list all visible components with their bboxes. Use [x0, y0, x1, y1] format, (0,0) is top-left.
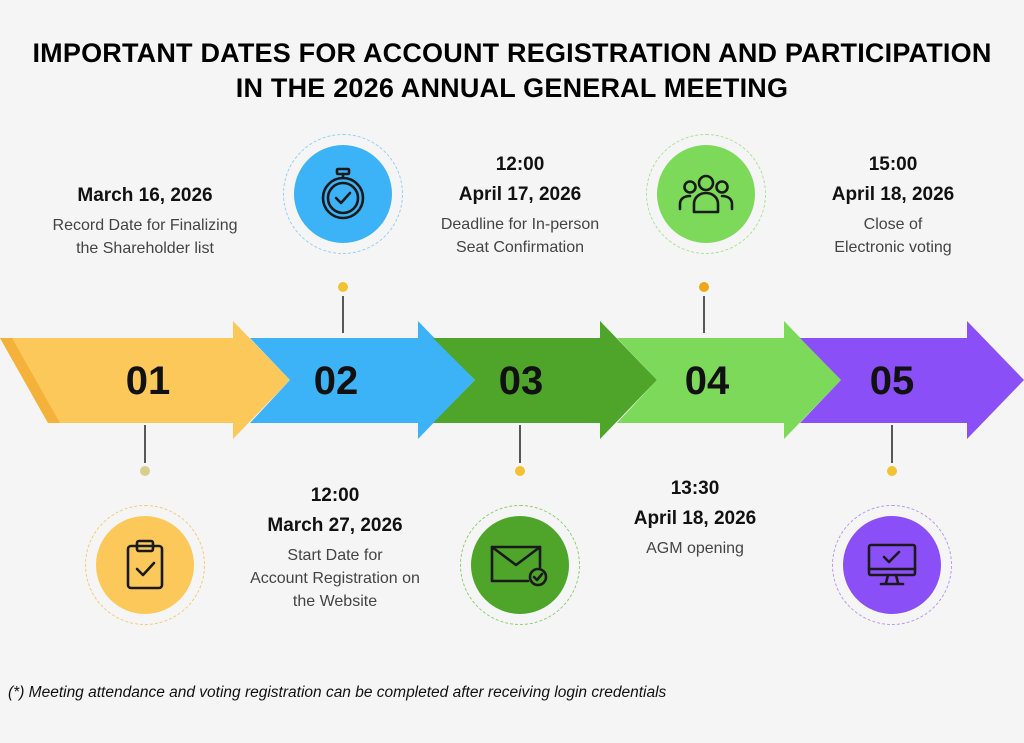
- step-01-date: March 16, 2026: [77, 185, 213, 206]
- step-number-02: 02: [313, 359, 359, 403]
- step-05-description-line-1: Close of: [863, 216, 923, 233]
- step-04-text: [575, 474, 815, 560]
- step-03-description-line-1: Deadline for In-person: [440, 216, 600, 233]
- step-05-description-line-2: Electronic voting: [834, 239, 952, 256]
- step-04-icon-ring: [646, 134, 766, 254]
- step-number-03: 03: [498, 359, 544, 403]
- step-05-description: [773, 213, 1013, 259]
- connector-dot-5: [887, 466, 897, 476]
- step-01-description-line-2: the Shareholder list: [76, 240, 214, 257]
- step-01-text: [25, 181, 265, 260]
- stopwatch-icon: [317, 166, 369, 222]
- step-03-icon-circle: [471, 516, 569, 614]
- step-01-icon-circle: [96, 516, 194, 614]
- step-03-description-line-2: Seat Confirmation: [455, 239, 585, 256]
- step-05-text: [773, 150, 1013, 259]
- step-number-04: 04: [684, 359, 730, 403]
- step-number-05: 05: [869, 359, 915, 403]
- step-02-time: 12:00: [310, 485, 360, 506]
- step-04-description: [575, 537, 815, 560]
- step-01-description: [25, 214, 265, 260]
- step-01-icon-ring: [85, 505, 205, 625]
- step-02-description-line-3: the Website: [292, 593, 378, 610]
- envelope-check-icon: [488, 543, 552, 587]
- step-05-icon-ring: [832, 505, 952, 625]
- clipboard-check-icon: [122, 537, 168, 593]
- step-04-icon-circle: [657, 145, 755, 243]
- step-01-description-line-1: Record Date for Finalizing: [52, 217, 238, 234]
- step-02-text: [215, 481, 455, 613]
- step-03-icon-ring: [460, 505, 580, 625]
- monitor-check-icon: [866, 541, 918, 589]
- step-05-icon-circle: [843, 516, 941, 614]
- step-04-time: 13:30: [670, 478, 720, 499]
- step-number-01: 01: [125, 359, 171, 403]
- step-05-date: April 18, 2026: [831, 184, 955, 205]
- step-02-date: March 27, 2026: [267, 515, 403, 536]
- step-05-time: 15:00: [868, 154, 918, 175]
- step-04-description-line-1: AGM opening: [646, 540, 744, 557]
- step-03-date: April 17, 2026: [458, 184, 582, 205]
- step-03-description: [400, 213, 640, 259]
- title-line-2: IN THE 2026 ANNUAL GENERAL MEETING: [235, 73, 789, 103]
- step-02-icon-circle: [294, 145, 392, 243]
- connector-dot-2: [338, 282, 348, 292]
- connector-dot-3: [515, 466, 525, 476]
- step-02-description-line-2: Account Registration on: [250, 570, 420, 587]
- title-line-1: IMPORTANT DATES FOR ACCOUNT REGISTRATION AND PARTICIPATION: [32, 38, 992, 68]
- step-03-time: 12:00: [495, 154, 545, 175]
- step-03-text: [400, 150, 640, 259]
- step-02-description: [215, 544, 455, 613]
- connector-dot-4: [699, 282, 709, 292]
- footnote: (*) Meeting attendance and voting registration can be completed after receiving login credentials: [8, 684, 667, 701]
- connector-dot-1: [140, 466, 150, 476]
- step-02-icon-ring: [283, 134, 403, 254]
- people-group-icon: [677, 172, 735, 216]
- step-04-date: April 18, 2026: [633, 508, 757, 529]
- step-02-description-line-1: Start Date for: [287, 547, 383, 564]
